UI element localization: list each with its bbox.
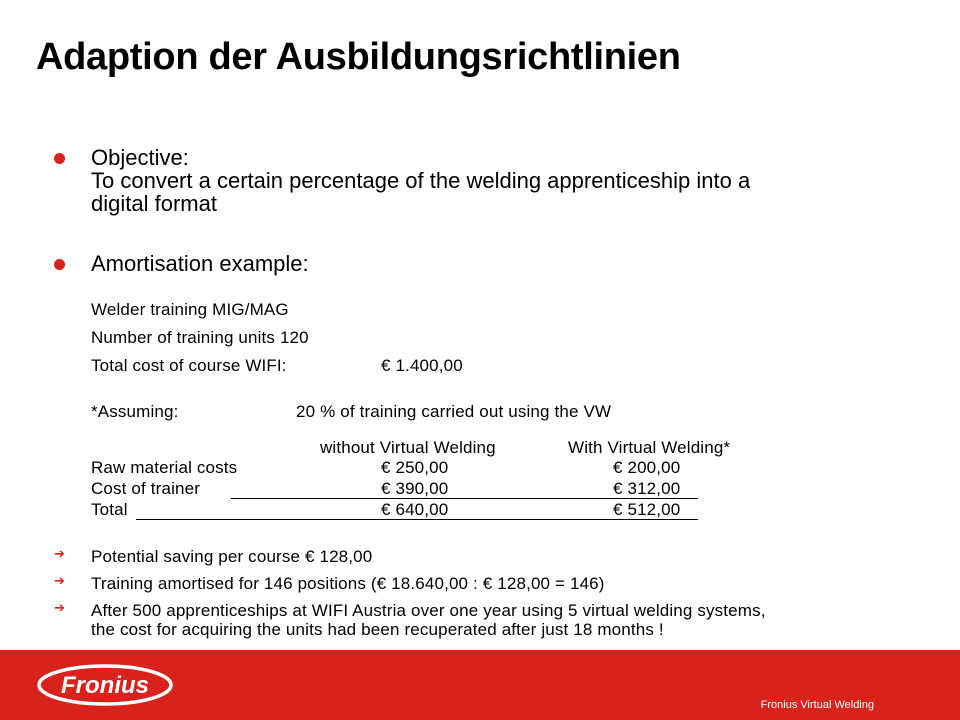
footer-bar: [0, 650, 960, 720]
slide-title: Adaption der Ausbildungsrichtlinien: [36, 36, 681, 78]
arrow-right-icon: ➔: [54, 574, 66, 589]
logo-text: Fronius: [61, 672, 149, 699]
row-label: Raw material costs: [91, 458, 238, 477]
row-value-without: € 640,00: [381, 500, 449, 519]
row-label: Cost of trainer: [91, 479, 201, 498]
row-value-without: € 250,00: [381, 458, 449, 477]
row-value-with: € 312,00: [613, 479, 681, 498]
bullet-dot-icon: [54, 259, 65, 270]
conclusion-line: Training amortised for 146 positions (€ 18.640,00 : € 128,00 = 146): [91, 574, 605, 593]
conclusion-line: Potential saving per course € 128,00: [91, 547, 373, 566]
table-underline: [231, 498, 698, 499]
bullet-line: Objective:: [91, 145, 189, 170]
total-cost-label: Total cost of course WIFI:: [91, 356, 287, 375]
row-value-with: € 200,00: [613, 458, 681, 477]
conclusion-line: After 500 apprenticeships at WIFI Austria over one year using 5 virtual welding systems,: [91, 601, 766, 620]
row-label: Total: [91, 500, 128, 519]
table-underline: [136, 519, 698, 520]
arrow-right-icon: ➔: [54, 601, 66, 616]
conclusion-line: the cost for acquiring the units had been recuperated after just 18 months !: [91, 620, 664, 639]
footer-caption: Fronius Virtual Welding: [760, 699, 874, 711]
total-cost-value: € 1.400,00: [381, 356, 463, 375]
course-name: Welder training MIG/MAG: [91, 300, 289, 319]
row-value-without: € 390,00: [381, 479, 449, 498]
training-units: Number of training units 120: [91, 328, 309, 347]
bullet-dot-icon: [54, 153, 65, 164]
fronius-logo: [36, 663, 174, 707]
arrow-right-icon: ➔: [54, 547, 66, 562]
assuming-label: *Assuming:: [91, 402, 179, 421]
row-value-with: € 512,00: [613, 500, 681, 519]
column-header-with: With Virtual Welding*: [568, 438, 731, 457]
assuming-text: 20 % of training carried out using the VW: [296, 402, 612, 421]
bullet-line: Amortisation example:: [91, 251, 309, 276]
column-header-without: without Virtual Welding: [320, 438, 496, 457]
bullet-line: digital format: [91, 191, 217, 216]
bullet-line: To convert a certain percentage of the welding apprenticeship into a: [91, 168, 751, 193]
